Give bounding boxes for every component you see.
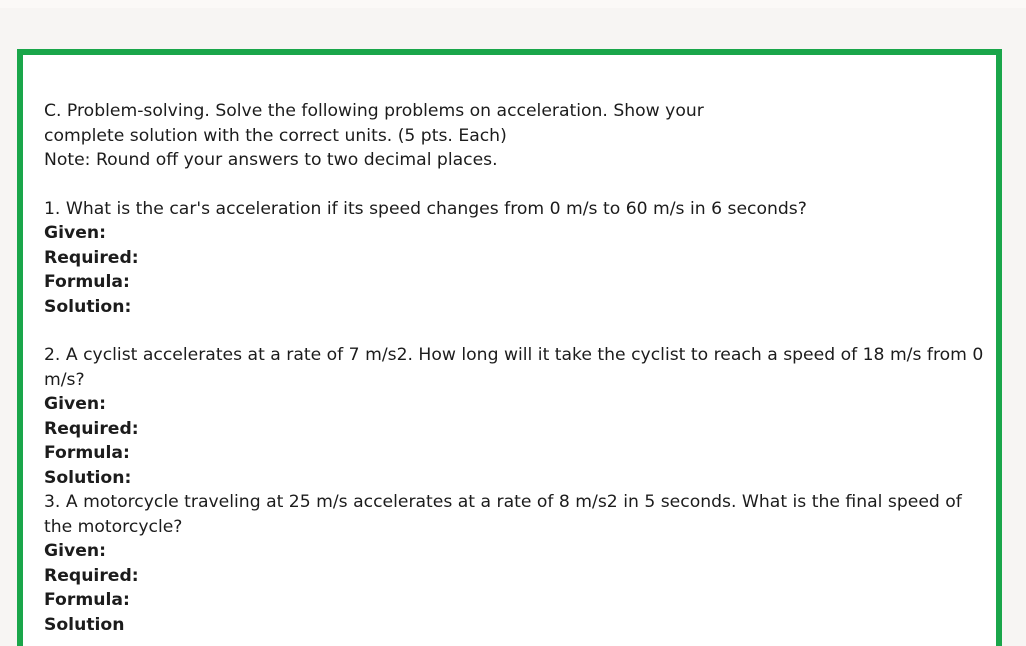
problem-2 (44, 343, 994, 490)
instructions-note: Note: Round off your answers to two decimal places. (44, 150, 498, 170)
problem-2-given-label: Given: (44, 394, 106, 414)
top-strip (0, 0, 1026, 8)
problem-3-given-label: Given: (44, 541, 106, 561)
problem-2-required-label: Required: (44, 418, 139, 439)
worksheet-card (17, 49, 1002, 646)
problem-3 (44, 490, 994, 637)
problem-1-solution-label: Solution: (44, 296, 132, 317)
problem-2-solution-label: Solution: (44, 467, 132, 488)
problem-3-formula-label: Formula: (44, 590, 130, 610)
problem-1-formula-label: Formula: (44, 272, 130, 292)
problem-1-given-label: Given: (44, 223, 106, 243)
problem-2-formula-label: Formula: (44, 443, 130, 463)
problem-1-question: 1. What is the car's acceleration if its speed changes from 0 m/s to 60 m/s in 6 seconds? (44, 198, 807, 219)
problem-3-solution-label: Solution (44, 614, 125, 635)
problem-1 (44, 197, 994, 320)
problem-3-required-label: Required: (44, 565, 139, 586)
problem-2-question: 2. A cyclist accelerates at a rate of 7 m/s2. How long will it take the cyclist to reach a speed of 18 m/s from 0 m/s? (44, 345, 984, 390)
instructions-line-1: C. Problem-solving. Solve the following problems on acceleration. Show your (44, 101, 704, 121)
problem-3-question: 3. A motorcycle traveling at 25 m/s accelerates at a rate of 8 m/s2 in 5 seconds. What is the final speed of the motorcycle? (44, 492, 962, 537)
problem-1-required-label: Required: (44, 247, 139, 268)
worksheet-content (44, 99, 994, 637)
instructions-line-2: complete solution with the correct units. (5 pts. Each) (44, 125, 507, 146)
